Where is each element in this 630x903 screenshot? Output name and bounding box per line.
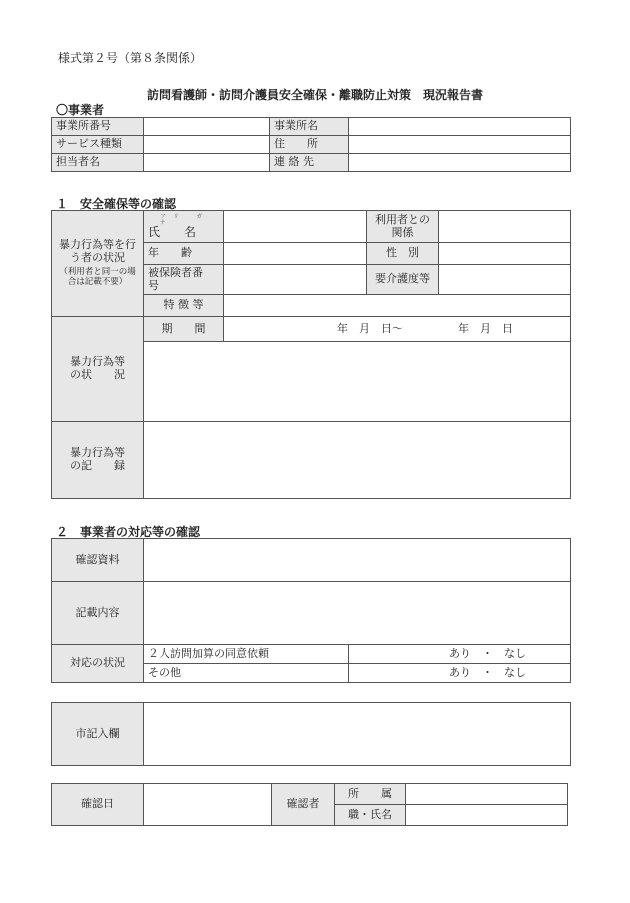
other-label: その他 <box>144 664 349 683</box>
date-label: 確認日 <box>52 784 144 826</box>
record-label: 暴力行為等の記 録 <box>52 422 144 499</box>
other-choice[interactable]: あり ・ なし <box>349 664 571 683</box>
period-value[interactable]: 年 月 日～ 年 月 日 <box>224 317 571 342</box>
service-type-label: サービス種類 <box>52 136 144 154</box>
person-field[interactable] <box>144 154 270 172</box>
business-table <box>51 117 571 172</box>
office-name-label: 事業所名 <box>270 118 349 136</box>
name-field[interactable] <box>224 211 367 243</box>
record-field[interactable] <box>144 422 571 499</box>
person-label: 担当者名 <box>52 154 144 172</box>
period-label: 期 間 <box>144 317 224 342</box>
section1-heading: １ 安全確保等の確認 <box>56 197 177 211</box>
content-label: 記載内容 <box>52 582 144 645</box>
document-title: 訪問看護師・訪問介護員安全確保・離職防止対策 現況報告書 <box>146 88 483 102</box>
office-number-field[interactable] <box>144 118 270 136</box>
care-level-field[interactable] <box>439 265 571 295</box>
service-type-field[interactable] <box>144 136 270 154</box>
title-name-field[interactable] <box>406 805 568 826</box>
situation-field[interactable] <box>144 342 571 422</box>
office-name-field[interactable] <box>349 118 571 136</box>
city-field[interactable] <box>144 703 571 766</box>
insured-field[interactable] <box>224 265 367 295</box>
affiliation-field[interactable] <box>406 784 568 805</box>
relation-label: 利用者との関係 <box>367 211 439 243</box>
section2-heading: ２ 事業者の対応等の確認 <box>56 525 201 539</box>
situation-label: 暴力行為等の状 況 <box>52 317 144 422</box>
consent-request-label: ２人訪問加算の同意依頼 <box>144 645 349 664</box>
address-label: 住 所 <box>270 136 349 154</box>
gender-field[interactable] <box>439 243 571 265</box>
address-field[interactable] <box>349 136 571 154</box>
city-label: 市記入欄 <box>52 703 144 766</box>
safety-table <box>51 210 571 499</box>
care-level-label: 要介護度等 <box>367 265 439 295</box>
confirm-table <box>51 783 568 826</box>
features-label: 特 徴 等 <box>144 295 224 317</box>
actor-note: （利用者と同一の場合は記載不要） <box>59 267 136 288</box>
affiliation-label: 所 属 <box>335 784 406 805</box>
docs-label: 確認資料 <box>52 539 144 582</box>
actor-label: 暴力行為等を行う者の状況 <box>59 238 136 264</box>
response-table <box>51 538 571 683</box>
confirmer-label: 確認者 <box>272 784 335 826</box>
contact-label: 連 絡 先 <box>270 154 349 172</box>
name-label: 氏 名 <box>148 224 197 239</box>
office-number-label: 事業所番号 <box>52 118 144 136</box>
docs-field[interactable] <box>144 539 571 582</box>
actor-cell <box>52 211 144 317</box>
form-number: 様式第２号（第８条関係） <box>58 51 203 65</box>
name-label-cell <box>144 211 224 243</box>
content-field[interactable] <box>144 582 571 645</box>
title-name-label: 職・氏名 <box>335 805 406 826</box>
furigana-label: フリ ガナ <box>160 213 211 226</box>
insured-label: 被保険者番 号 <box>144 265 224 295</box>
features-field[interactable] <box>224 295 571 317</box>
business-heading: 〇事業者 <box>56 103 105 117</box>
gender-label: 性 別 <box>367 243 439 265</box>
consent-request-choice[interactable]: あり ・ なし <box>349 645 571 664</box>
contact-field[interactable] <box>349 154 571 172</box>
age-label: 年 齢 <box>144 243 224 265</box>
age-field[interactable] <box>224 243 367 265</box>
city-table <box>51 702 571 766</box>
status-label: 対応の状況 <box>52 645 144 683</box>
relation-field[interactable] <box>439 211 571 243</box>
date-field[interactable] <box>144 784 272 826</box>
